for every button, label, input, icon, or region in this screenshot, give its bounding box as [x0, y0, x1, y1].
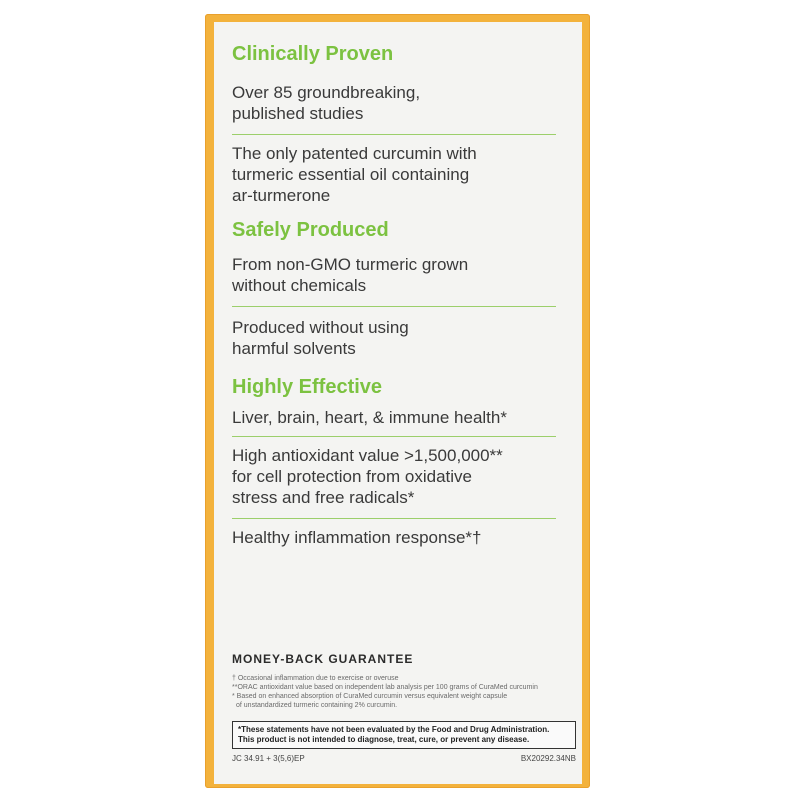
benefit-item	[232, 143, 572, 206]
benefit-line: ar-turmerone	[232, 186, 331, 205]
lot-code: JC 34.91 + 3(5,6)EP	[232, 754, 305, 763]
benefit-line: The only patented curcumin with	[232, 144, 477, 163]
footnote: of unstandardized turmeric containing 2% curcumin.	[236, 702, 398, 709]
section-heading: Safely Produced	[232, 219, 389, 241]
benefit-item	[232, 317, 572, 359]
footnote: * Based on enhanced absorption of CuraMed curcumin versus equivalent weight capsule	[232, 693, 508, 700]
section-heading: Highly Effective	[232, 376, 383, 398]
benefit-line: stress and free radicals*	[232, 488, 415, 507]
footnote: † Occasional inflammation due to exercise or overuse	[232, 675, 399, 682]
benefit-item	[232, 445, 572, 508]
benefit-line: Produced without using	[232, 318, 409, 337]
benefits-list	[232, 36, 572, 548]
fda-disclaimer-box	[232, 721, 576, 749]
section-clinically-proven	[232, 42, 572, 206]
benefit-item	[232, 527, 572, 548]
disclaimer-line: This product is not intended to diagnose, treat, cure, or prevent any disease.	[238, 735, 530, 744]
benefit-line: for cell protection from oxidative	[232, 467, 472, 486]
benefit-line: turmeric essential oil containing	[232, 165, 470, 184]
box-code: BX20292.34NB	[520, 754, 576, 763]
benefit-line: Healthy inflammation response*†	[232, 528, 482, 547]
benefit-item	[232, 82, 572, 124]
benefit-line: Over 85 groundbreaking,	[232, 83, 421, 102]
money-back-guarantee: MONEY-BACK GUARANTEE	[232, 652, 414, 666]
section-heading: Clinically Proven	[232, 43, 394, 65]
section-highly-effective	[232, 359, 572, 548]
benefit-line: without chemicals	[232, 276, 367, 295]
benefit-item	[232, 254, 572, 296]
footnote: **ORAC antioxidant value based on independent lab analysis per 100 grams of CuraMed curcumin	[232, 684, 538, 691]
label-footer	[232, 652, 582, 710]
disclaimer-line: *These statements have not been evaluated by the Food and Drug Administration.	[238, 725, 550, 734]
benefit-line: High antioxidant value >1,500,000**	[232, 446, 503, 465]
benefit-line: published studies	[232, 104, 364, 123]
benefit-line: From non-GMO turmeric grown	[232, 255, 469, 274]
benefit-item	[232, 407, 572, 428]
product-codes	[232, 754, 576, 763]
benefit-line: Liver, brain, heart, & immune health*	[232, 408, 507, 427]
section-safely-produced	[232, 206, 572, 359]
benefit-line: harmful solvents	[232, 339, 356, 358]
